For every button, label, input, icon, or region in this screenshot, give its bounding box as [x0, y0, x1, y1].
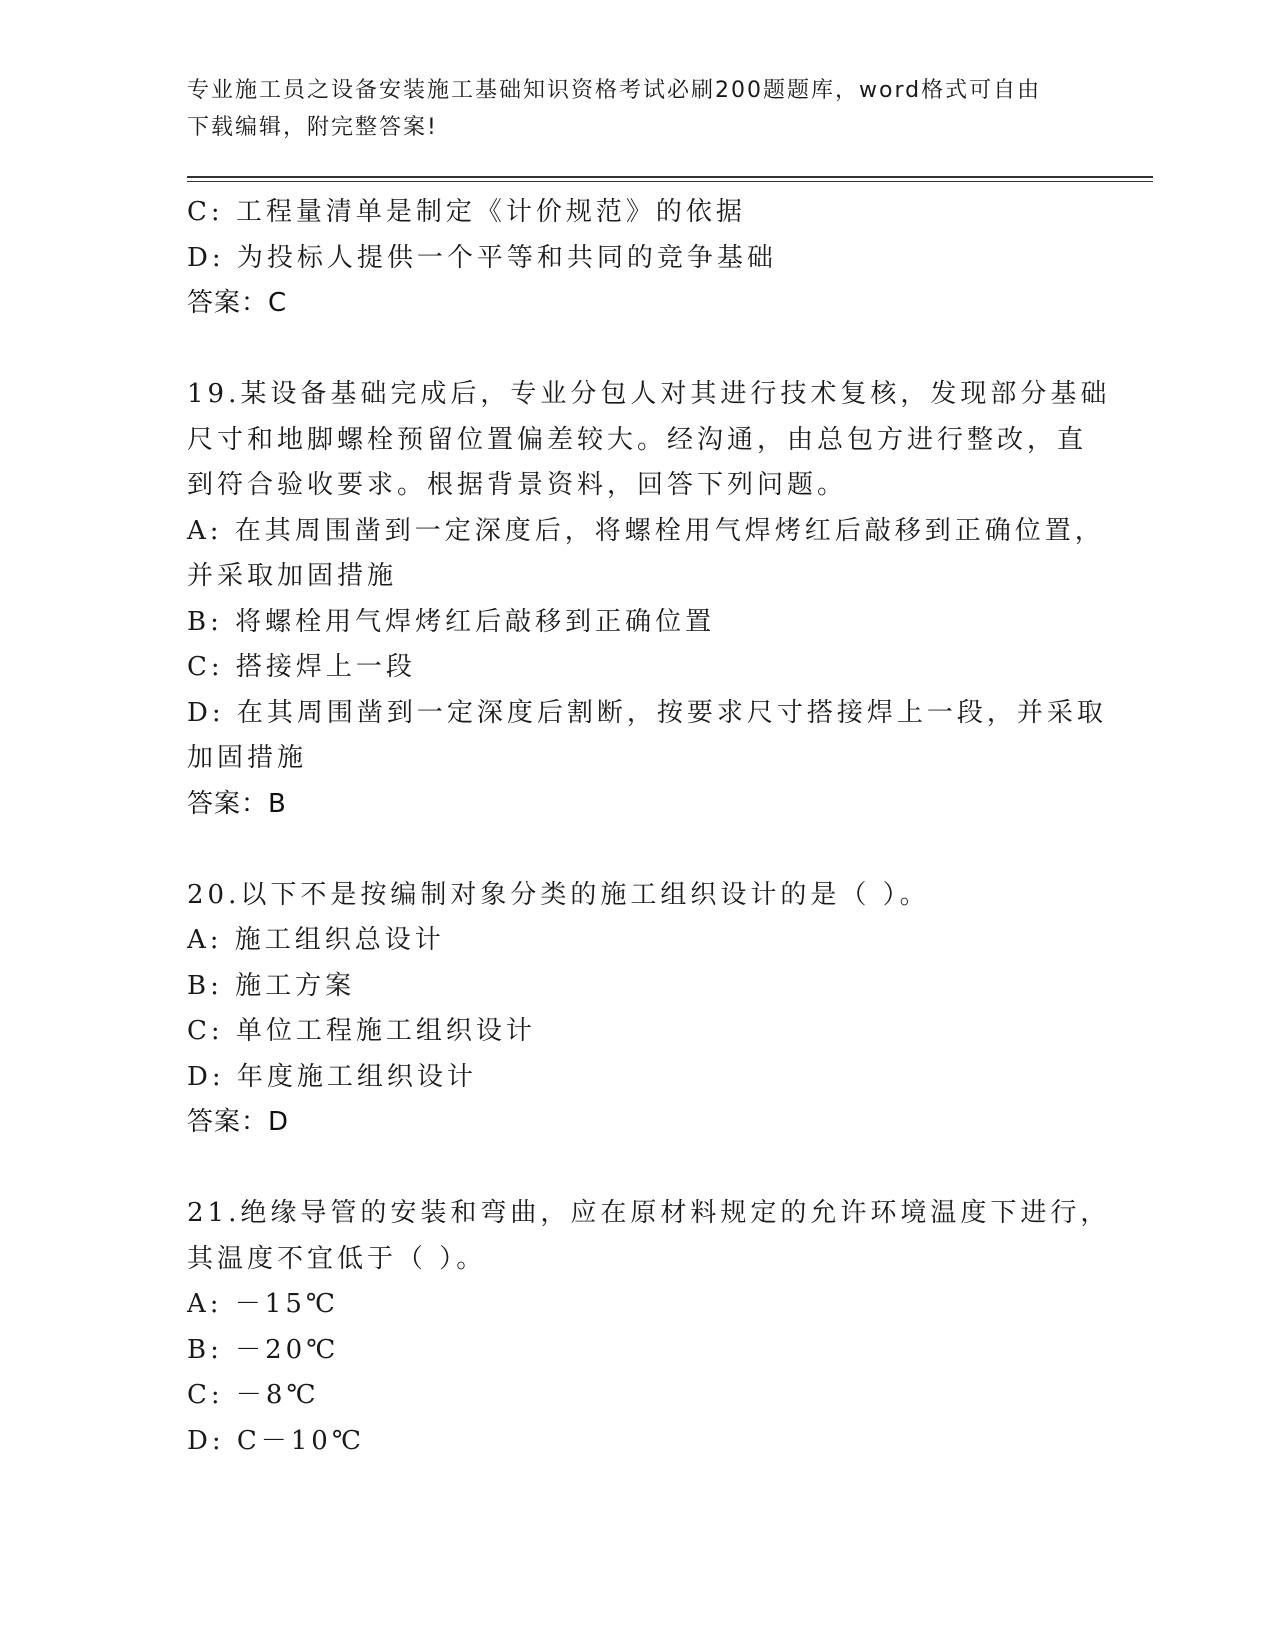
spacer — [187, 827, 1087, 873]
question-19 — [187, 372, 1111, 827]
question-21 — [187, 1191, 1111, 1464]
option-d: D: C－10℃ — [187, 1425, 365, 1456]
prev-question-block — [187, 190, 1087, 327]
option-a-continued: 并采取加固措施 — [187, 561, 398, 591]
option-d: D: 年度施工组织设计 — [187, 1061, 477, 1092]
answer-line: 答案：C — [187, 288, 288, 318]
question-stem: 21.绝缘导管的安装和弯曲，应在原材料规定的允许环境温度下进行， — [187, 1198, 1111, 1228]
header-line-2: 下载编辑，附完整答案! — [187, 115, 438, 140]
option-c: C: 搭接焊上一段 — [187, 652, 416, 682]
option-d: D: 为投标人提供一个平等和共同的竞争基础 — [187, 242, 777, 273]
question-stem: 20.以下不是按编制对象分类的施工组织设计的是（ ）。 — [187, 879, 930, 910]
option-a: A: 施工组织总设计 — [187, 925, 445, 955]
option-a: A: －15℃ — [187, 1289, 339, 1319]
header-rule-thin — [187, 181, 1153, 182]
option-d: D: 在其周围凿到一定深度后割断，按要求尺寸搭接焊上一段，并采取 — [187, 697, 1107, 728]
answer-line: 答案：B — [187, 788, 287, 819]
document-header — [187, 72, 1067, 146]
question-stem: 到符合验收要求。根据背景资料，回答下列问题。 — [187, 470, 848, 500]
question-20 — [187, 873, 1087, 1146]
option-b: B: －20℃ — [187, 1334, 340, 1365]
option-d-continued: 加固措施 — [187, 743, 308, 773]
option-c: C: －8℃ — [187, 1380, 320, 1410]
option-c: C: 工程量清单是制定《计价规范》的依据 — [187, 197, 746, 227]
question-content — [187, 190, 1111, 1464]
spacer — [187, 327, 1087, 373]
option-b: B: 施工方案 — [187, 970, 356, 1001]
question-stem: 19.某设备基础完成后，专业分包人对其进行技术复核，发现部分基础 — [187, 379, 1111, 409]
question-stem: 尺寸和地脚螺栓预留位置偏差较大。经沟通，由总包方进行整改，直 — [187, 424, 1088, 455]
header-line-1: 专业施工员之设备安装施工基础知识资格考试必刷200题题库，word格式可自由 — [187, 78, 1042, 103]
header-rule-thick — [187, 176, 1153, 178]
option-b: B: 将螺栓用气焊烤红后敲移到正确位置 — [187, 606, 716, 637]
option-c: C: 单位工程施工组织设计 — [187, 1016, 536, 1046]
option-a: A: 在其周围凿到一定深度后，将螺栓用气焊烤红后敲移到正确位置， — [187, 515, 1105, 546]
question-stem: 其温度不宜低于（ ）。 — [187, 1243, 487, 1274]
spacer — [187, 1146, 1087, 1192]
answer-line: 答案：D — [187, 1107, 290, 1137]
